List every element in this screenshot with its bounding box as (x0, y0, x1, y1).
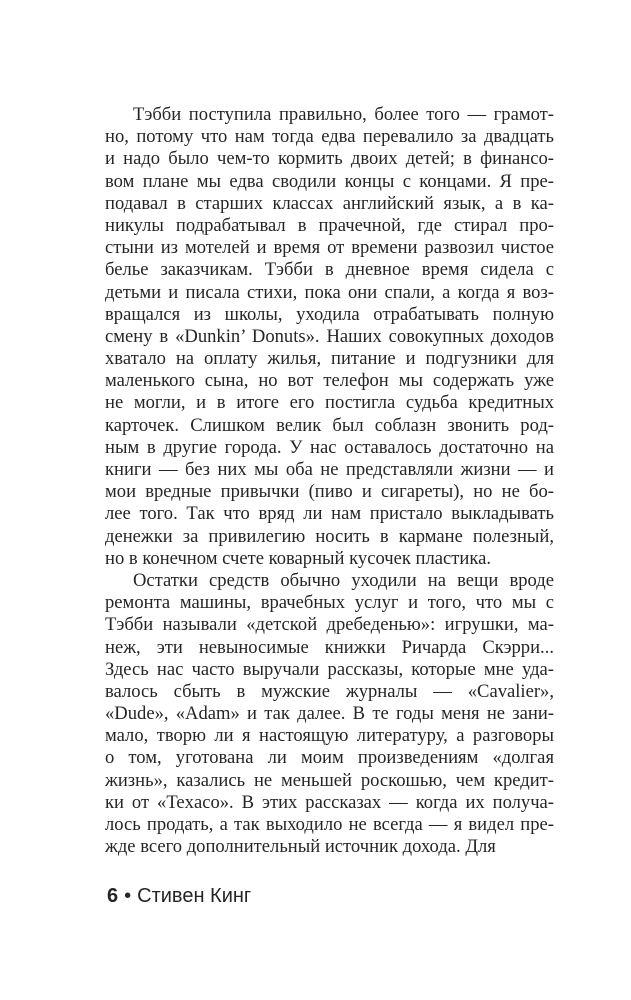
page-number: 6 (107, 885, 119, 907)
paragraph-2 (105, 570, 554, 858)
paragraph-1 (105, 104, 554, 570)
text-line: смену в «Dunkin’ Donuts». Наших совокупных доходов (105, 325, 554, 347)
text-line: детьми и писала стихи, пока они спали, а когда я воз- (105, 281, 554, 303)
text-line: маленького сына, но вот телефон мы содержать уже (105, 370, 554, 392)
text-line: не могли, и в итоге его постигла судьба кредитных (105, 392, 554, 414)
text-line: жизнь», казались не меньшей роскошью, чем кредит- (105, 769, 554, 791)
text-line: книги — без них мы оба не представляли жизни — и (105, 459, 554, 480)
text-line: вом плане мы едва сводили концы с концами. Я пре- (105, 170, 554, 192)
text-line: белье заказчикам. Тэбби в дневное время сидела с (105, 259, 554, 281)
text-line: «Dude», «Adam» и так далее. В те годы меня не зани- (105, 703, 554, 725)
text-line: денежки за привилегию носить в кармане полезный, (105, 525, 554, 547)
text-line: хватало на оплату жилья, питание и подгузники для (105, 348, 554, 370)
text-line: лось продать, а так выходило не всегда — я видел пре- (105, 814, 554, 835)
text-line: неж, эти невыносимые книжки Ричарда Скэрри... (105, 636, 554, 658)
text-line: о том, уготована ли моим произведениям «долгая (105, 747, 554, 769)
text-line: мои вредные привычки (пиво и сигареты), но не бо- (105, 481, 554, 503)
text-line: вращался из школы, уходила отрабатывать полную (105, 303, 554, 325)
text-line: но, потому что нам тогда едва перевалило за двадцать (105, 126, 554, 148)
text-line: Здесь нас часто выручали рассказы, которые мне уда- (105, 658, 554, 680)
text-line: Тэбби поступила правильно, более того — грамот- (133, 104, 554, 125)
text-line: но в конечном счете коварный кусочек пластика. (105, 547, 492, 569)
text-line: ремонта машины, врачебных услуг и того, что мы с (105, 592, 554, 614)
text-line: ным в другие города. У нас оставалось достаточно на (105, 436, 554, 458)
text-line: мало, творю ли я настоящую литературу, а разговоры (105, 725, 554, 747)
text-line: и надо было чем-то кормить двоих детей; в финансо- (105, 148, 554, 170)
page-footer (107, 884, 251, 908)
bullet-separator: • (124, 885, 132, 907)
text-line: Остатки средств обычно уходили на вещи вроде (133, 569, 554, 591)
text-line: карточек. Слишком велик был соблазн звонить род- (105, 414, 554, 436)
text-line: валось сбыть в мужские журналы — «Cavalier», (105, 680, 554, 702)
text-line: никулы подрабатывал в прачечной, где стирал про- (105, 214, 554, 236)
text-line: подавал в старших классах английский язык, а в ка- (105, 192, 554, 214)
text-line: жде всего дополнительный источник дохода. Для (105, 836, 496, 858)
text-line: Тэбби называли «детской дребеденью»: игрушки, ма- (105, 614, 554, 636)
text-line: ки от «Texaco». В этих рассказах — когда их получа- (105, 791, 554, 813)
text-line: стыни из мотелей и время от времени развозил чистое (105, 237, 554, 259)
page-body (105, 104, 554, 858)
running-head: Стивен Кинг (137, 885, 252, 907)
text-line: лее того. Так что вряд ли нам пристало выкладывать (105, 503, 554, 525)
